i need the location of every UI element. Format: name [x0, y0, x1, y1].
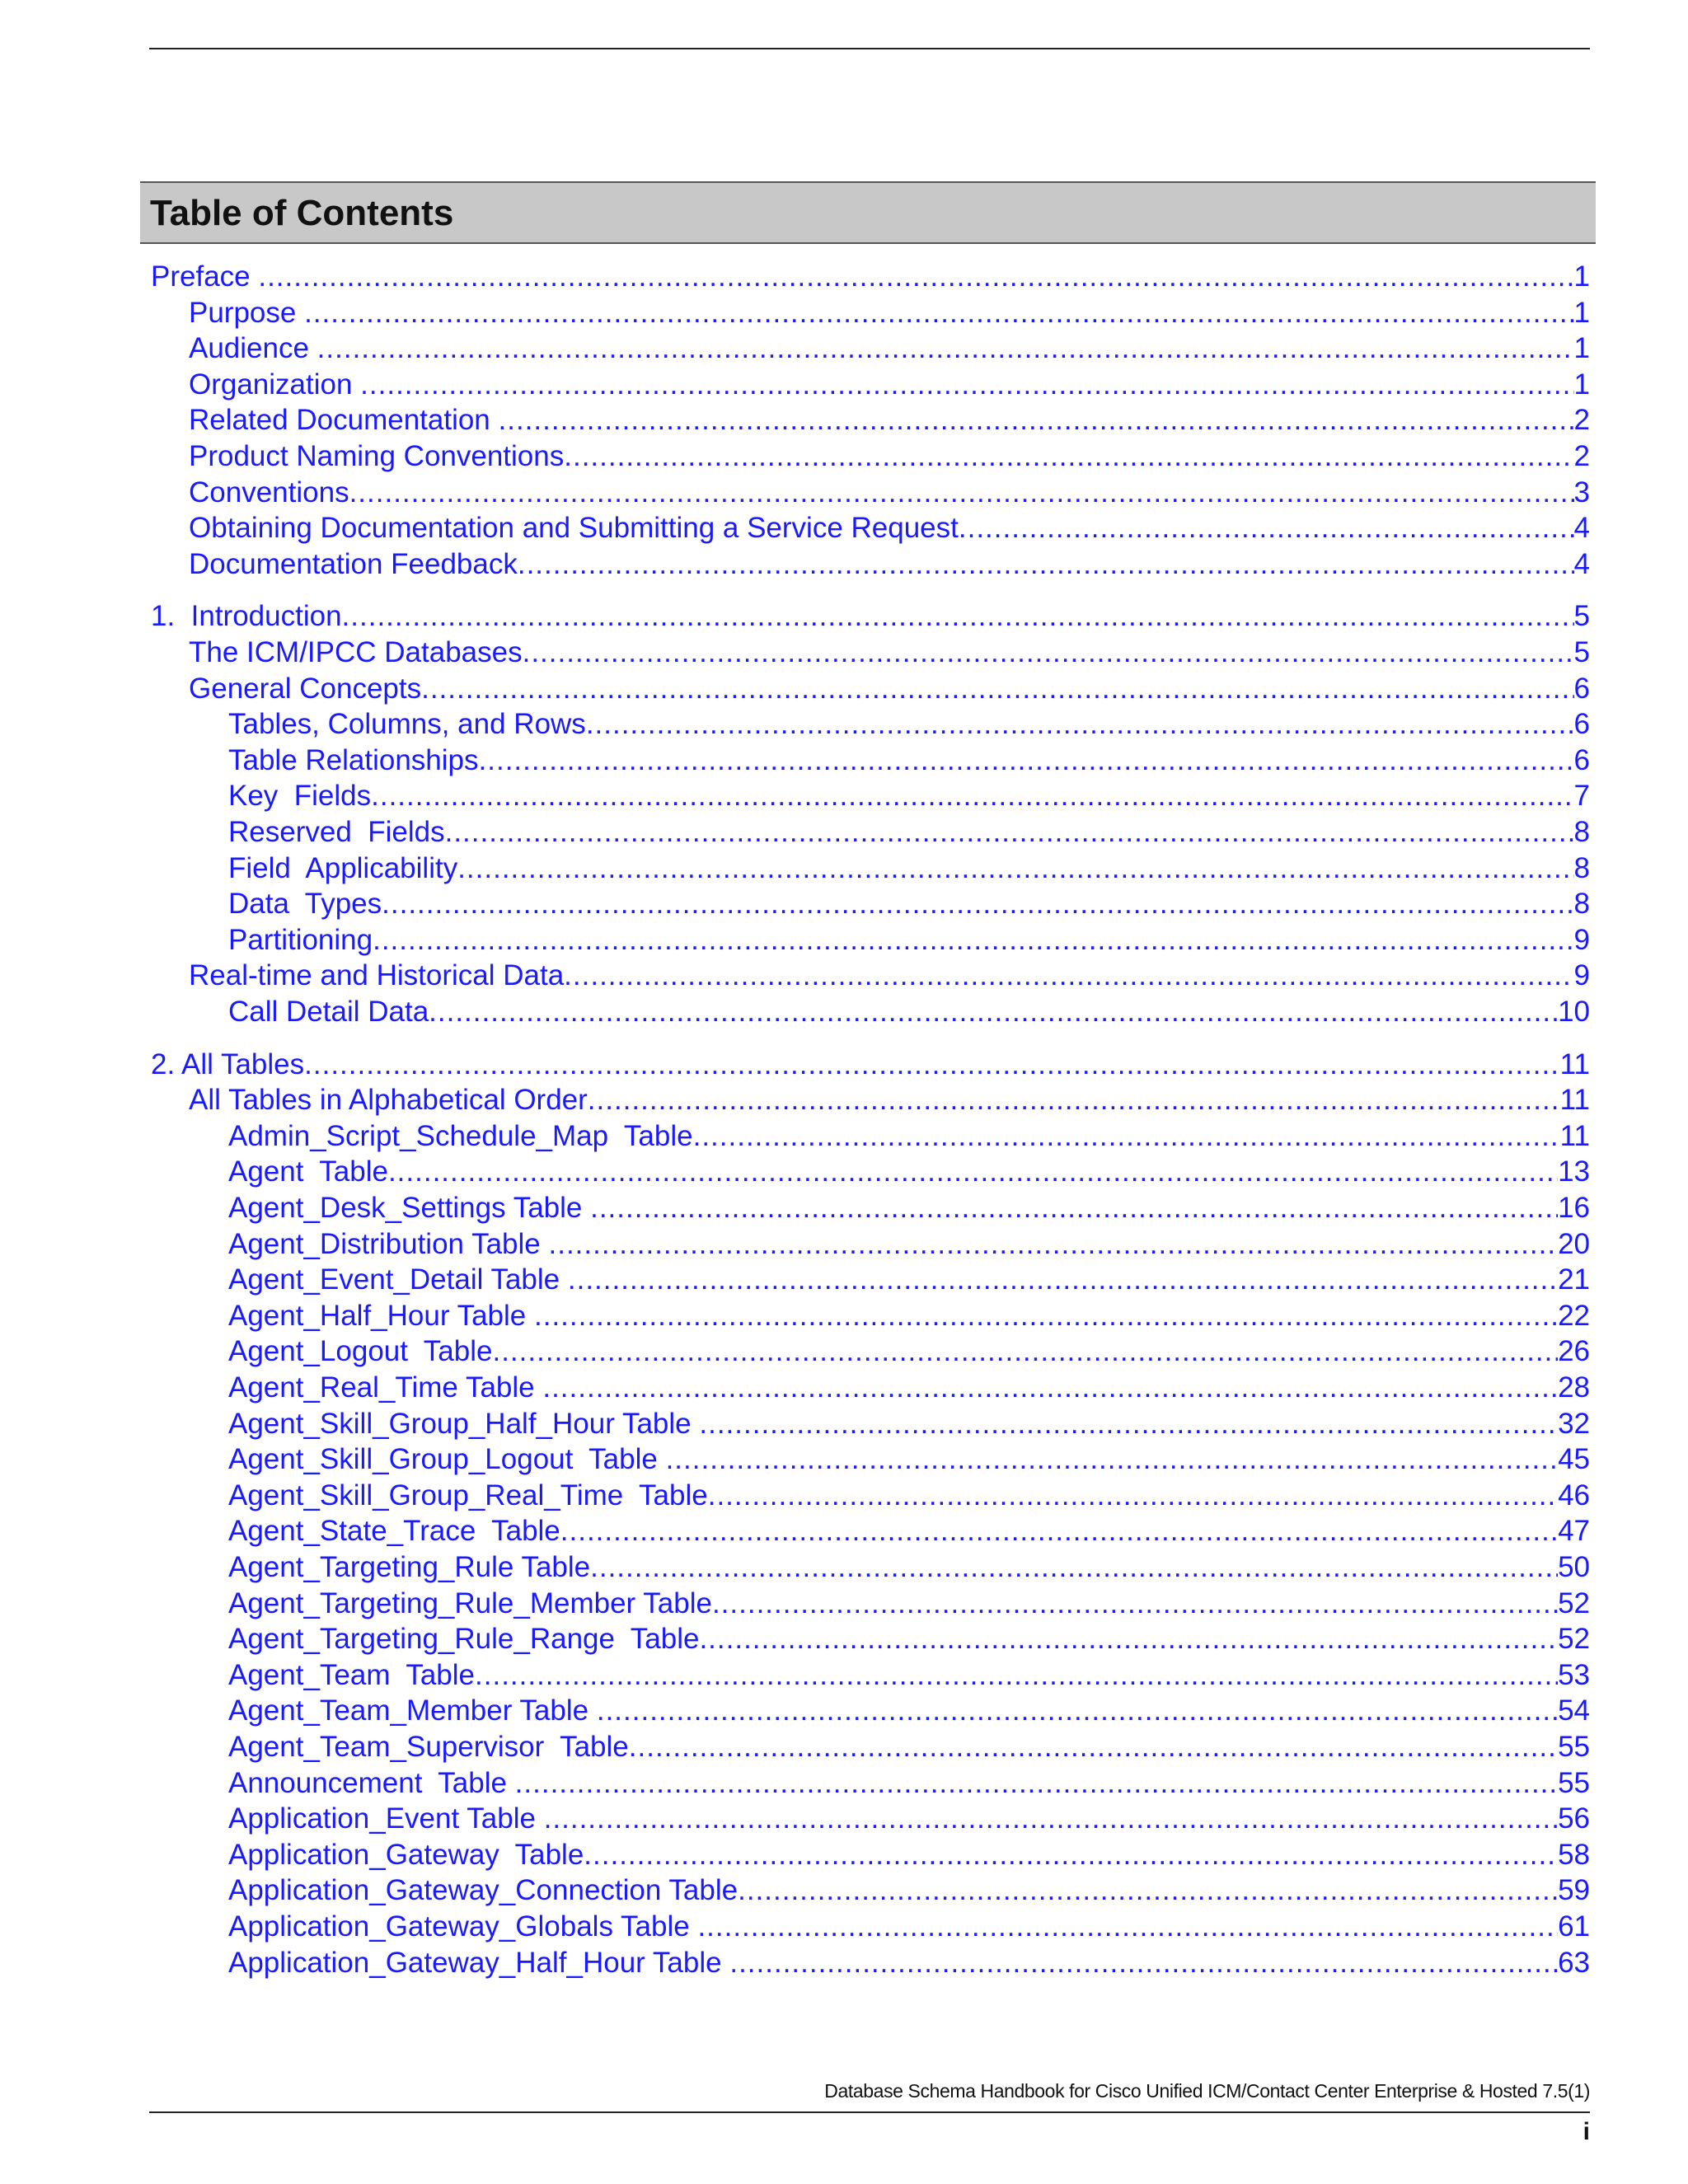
toc-dot-leader: [590, 1549, 1558, 1586]
toc-dot-leader: [564, 958, 1573, 994]
toc-dot-leader: [304, 1047, 1560, 1083]
toc-entry-label: Data Types: [228, 888, 382, 920]
page-title: Table of Contents: [150, 193, 454, 233]
toc-entry-page: 54: [1558, 1694, 1590, 1727]
toc-dot-leader: [699, 1406, 1558, 1442]
toc-entry-page: 11: [1559, 1120, 1590, 1152]
toc-entry-page: 52: [1558, 1623, 1590, 1655]
toc-dot-leader: [388, 1154, 1558, 1190]
toc-entry-label: Purpose: [189, 297, 305, 329]
toc-entry[interactable]: [228, 1118, 1590, 1155]
toc-dot-leader: [445, 814, 1574, 851]
toc-entry-page: 32: [1558, 1408, 1590, 1440]
toc-dot-leader: [666, 1441, 1558, 1478]
toc-entry-page: 61: [1558, 1910, 1590, 1943]
toc-entry-label: Agent_Logout Table: [228, 1335, 493, 1367]
toc-entry-label: Admin_Script_Schedule_Map Table: [228, 1120, 693, 1152]
footer-document-title: Database Schema Handbook for Cisco Unified ICM/Contact Center Enterprise & Hosted 7.5(1): [824, 2080, 1590, 2102]
toc-dot-leader: [373, 922, 1573, 958]
toc-entry-page: 10: [1558, 996, 1590, 1028]
toc-entry[interactable]: [228, 1333, 1590, 1370]
toc-entry[interactable]: [228, 1945, 1590, 1981]
toc-entry-label: Table Relationships: [228, 744, 479, 776]
toc-dot-leader: [729, 1945, 1558, 1981]
toc-entry-label: Real-time and Historical Data: [189, 959, 565, 991]
toc-entry-page: 47: [1558, 1515, 1590, 1547]
toc-dot-leader: [304, 295, 1573, 331]
toc-dot-leader: [475, 1657, 1558, 1694]
toc-entry-page: 8: [1573, 816, 1590, 848]
toc-entry[interactable]: [228, 1262, 1590, 1298]
toc-entry-label: Audience: [189, 332, 317, 364]
toc-entry[interactable]: [228, 1586, 1590, 1622]
toc-dot-leader: [523, 635, 1574, 671]
toc-entry-label: Related Documentation: [189, 404, 499, 436]
toc-entry[interactable]: [228, 1478, 1590, 1514]
toc-entry-page: 55: [1558, 1731, 1590, 1763]
toc-dot-leader: [738, 1872, 1558, 1909]
toc-entry[interactable]: [228, 1765, 1590, 1802]
toc-entry-page: 9: [1573, 924, 1590, 956]
toc-entry-label: Agent_Real_Time Table: [228, 1371, 543, 1404]
toc-dot-leader: [258, 259, 1573, 295]
toc-dot-leader: [629, 1729, 1558, 1765]
toc-entry-page: 53: [1558, 1659, 1590, 1691]
toc-entry-page: 6: [1573, 708, 1590, 740]
toc-entry-page: 1: [1573, 332, 1590, 364]
toc-entry-label: Agent_Event_Detail Table: [228, 1263, 568, 1296]
toc-dot-leader: [518, 546, 1574, 583]
footer-rule: [149, 2111, 1590, 2113]
toc-entry-page: 59: [1558, 1874, 1590, 1906]
toc-entry-page: 21: [1558, 1263, 1590, 1296]
toc-entry-page: 52: [1558, 1587, 1590, 1619]
toc-entry[interactable]: [228, 1549, 1590, 1586]
toc-entry[interactable]: [228, 1657, 1590, 1694]
toc-entry[interactable]: [189, 330, 1590, 367]
toc-entry-label: Field Applicability: [228, 852, 458, 884]
toc-entry[interactable]: [228, 743, 1590, 779]
toc-entry-label: Agent_Targeting_Rule_Range Table: [228, 1623, 700, 1655]
toc-entry-label: Agent_Desk_Settings Table: [228, 1192, 591, 1224]
toc-entry[interactable]: [228, 1837, 1590, 1873]
toc-entry-label: Reserved Fields: [228, 816, 445, 848]
toc-entry-page: 3: [1573, 476, 1590, 509]
toc-entry[interactable]: [189, 510, 1590, 546]
toc-dot-leader: [342, 598, 1574, 635]
toc-entry-page: 8: [1573, 888, 1590, 920]
toc-entry-label: Agent_Team_Supervisor Table: [228, 1731, 629, 1763]
toc-dot-leader: [586, 706, 1574, 743]
toc-dot-leader: [699, 1621, 1558, 1657]
toc-entry-label: General Concepts: [189, 673, 422, 705]
toc-dot-leader: [588, 1082, 1560, 1118]
toc-dot-leader: [549, 1226, 1559, 1263]
toc-entry-page: 13: [1558, 1155, 1590, 1188]
toc-entry[interactable]: [228, 1801, 1590, 1837]
toc-entry-label: 1. Introduction: [151, 600, 342, 632]
toc-entry-page: 26: [1558, 1335, 1590, 1367]
toc-entry[interactable]: [228, 1190, 1590, 1226]
toc-entry-label: Agent_Team_Member Table: [228, 1694, 597, 1727]
toc-entry-label: Agent_Team Table: [228, 1659, 476, 1691]
toc-header-bar: [140, 181, 1596, 244]
toc-dot-leader: [597, 1693, 1558, 1729]
toc-entry-page: 11: [1559, 1048, 1590, 1080]
toc-entry-page: 50: [1558, 1551, 1590, 1583]
toc-entry-page: 11: [1559, 1084, 1590, 1116]
toc-entry-page: 22: [1558, 1300, 1590, 1332]
toc-entry-page: 2: [1573, 404, 1590, 436]
toc-entry[interactable]: [228, 922, 1590, 958]
toc-dot-leader: [534, 1298, 1558, 1334]
toc-entry-label: Agent Table: [228, 1155, 388, 1188]
toc-entry[interactable]: [228, 1513, 1590, 1549]
toc-entry-page: 1: [1573, 368, 1590, 401]
toc-dot-leader: [382, 886, 1573, 922]
toc-entry-page: 6: [1573, 744, 1590, 776]
toc-entry-page: 4: [1573, 548, 1590, 580]
toc-entry-label: Agent_Targeting_Rule Table: [228, 1551, 591, 1583]
toc-entry-label: Application_Gateway_Globals Table: [228, 1910, 698, 1943]
toc-entry-label: Tables, Columns, and Rows: [228, 708, 586, 740]
header-rule: [149, 48, 1590, 49]
toc-entry-label: Agent_Distribution Table: [228, 1228, 549, 1260]
toc-entry-label: Product Naming Conventions: [189, 440, 565, 472]
toc-entry-label: Application_Gateway Table: [228, 1839, 584, 1871]
toc-entry-label: Application_Gateway_Half_Hour Table: [228, 1947, 730, 1979]
toc-entry-page: 9: [1573, 959, 1590, 991]
toc-entry-page: 28: [1558, 1371, 1590, 1404]
toc-dot-leader: [457, 851, 1573, 887]
page-number: i: [1582, 2118, 1590, 2145]
toc-entry-label: Agent_Targeting_Rule_Member Table: [228, 1587, 712, 1619]
toc-entry[interactable]: [189, 475, 1590, 511]
toc-entry-label: Agent_Half_Hour Table: [228, 1300, 534, 1332]
toc-entry[interactable]: [228, 706, 1590, 743]
toc-entry-label: Agent_Skill_Group_Logout Table: [228, 1443, 666, 1475]
toc-entry[interactable]: [189, 958, 1590, 994]
toc-dot-leader: [317, 330, 1574, 367]
toc-entry[interactable]: [228, 1621, 1590, 1657]
toc-entry-label: Partitioning: [228, 924, 373, 956]
toc-entry-label: The ICM/IPCC Databases: [189, 636, 523, 668]
toc-entry[interactable]: [228, 994, 1590, 1030]
toc-entry-page: 58: [1558, 1839, 1590, 1871]
toc-entry-label: All Tables in Alphabetical Order: [189, 1084, 588, 1116]
toc-entry-page: 16: [1558, 1192, 1590, 1224]
toc-entry-label: 2. All Tables: [151, 1048, 305, 1080]
toc-entry-page: 8: [1573, 852, 1590, 884]
toc-dot-leader: [371, 778, 1573, 814]
toc-entry[interactable]: [189, 671, 1590, 707]
toc-entry[interactable]: [228, 778, 1590, 814]
toc-entry[interactable]: [151, 598, 1590, 635]
toc-entry[interactable]: [228, 814, 1590, 851]
toc-entry-page: 6: [1573, 673, 1590, 705]
toc-entry[interactable]: [228, 1298, 1590, 1334]
toc-entry-label: Key Fields: [228, 780, 372, 812]
toc-entry[interactable]: [228, 1693, 1590, 1729]
toc-entry-label: Call Detail Data: [228, 996, 429, 1028]
toc-entry-page: 63: [1558, 1947, 1590, 1979]
toc-dot-leader: [959, 510, 1574, 546]
toc-dot-leader: [544, 1801, 1558, 1837]
toc-entry[interactable]: [228, 851, 1590, 887]
toc-entry[interactable]: [228, 1909, 1590, 1945]
toc-entry-page: 46: [1558, 1479, 1590, 1511]
toc-entry-label: Agent_Skill_Group_Real_Time Table: [228, 1479, 708, 1511]
toc-entry[interactable]: [228, 1441, 1590, 1478]
toc-entry[interactable]: [228, 1872, 1590, 1909]
toc-entry-label: Agent_Skill_Group_Half_Hour Table: [228, 1408, 700, 1440]
toc-entry[interactable]: [151, 1047, 1590, 1083]
toc-entry-page: 55: [1558, 1767, 1590, 1799]
toc-dot-leader: [560, 1513, 1558, 1549]
toc-entry[interactable]: [189, 635, 1590, 671]
toc-entry-label: Organization: [189, 368, 361, 401]
toc-dot-leader: [564, 438, 1573, 475]
toc-entry-label: Application_Gateway_Connection Table: [228, 1874, 738, 1906]
toc-entry-label: Preface: [151, 260, 259, 293]
toc-dot-leader: [697, 1909, 1558, 1945]
toc-dot-leader: [542, 1370, 1558, 1406]
toc-entry[interactable]: [189, 402, 1590, 438]
toc-dot-leader: [499, 402, 1574, 438]
toc-entry[interactable]: [189, 546, 1590, 583]
toc-entry[interactable]: [189, 1082, 1590, 1118]
toc-dot-leader: [693, 1118, 1560, 1155]
toc-entry-page: 5: [1573, 600, 1590, 632]
toc-dot-leader: [712, 1586, 1558, 1622]
toc-entry[interactable]: [228, 1370, 1590, 1406]
toc-dot-leader: [515, 1765, 1558, 1802]
toc-entry-page: 7: [1573, 780, 1590, 812]
toc-dot-leader: [421, 671, 1573, 707]
toc-entry-label: Documentation Feedback: [189, 548, 518, 580]
toc-dot-leader: [584, 1837, 1558, 1873]
toc-entry-label: Obtaining Documentation and Submitting a Service Request: [189, 512, 959, 544]
toc-dot-leader: [492, 1333, 1558, 1370]
toc-entry-page: 4: [1573, 512, 1590, 544]
toc-dot-leader: [479, 743, 1574, 779]
toc-entry-label: Announcement Table: [228, 1767, 515, 1799]
toc-entry[interactable]: [228, 1406, 1590, 1442]
toc-dot-leader: [568, 1262, 1558, 1298]
toc-entry[interactable]: [228, 1226, 1590, 1263]
toc-entry[interactable]: [228, 886, 1590, 922]
toc-dot-leader: [429, 994, 1558, 1030]
toc-entry-page: 1: [1573, 260, 1590, 293]
toc-dot-leader: [349, 475, 1574, 511]
toc-entry-page: 45: [1558, 1443, 1590, 1475]
toc-entry-page: 56: [1558, 1802, 1590, 1835]
toc-entry[interactable]: [228, 1154, 1590, 1190]
toc-dot-leader: [708, 1478, 1558, 1514]
toc-entry[interactable]: [189, 438, 1590, 475]
toc-entry[interactable]: [151, 259, 1590, 295]
toc-entry-page: 2: [1573, 440, 1590, 472]
toc-entry-page: 20: [1558, 1228, 1590, 1260]
toc-dot-leader: [590, 1190, 1558, 1226]
toc-entry-label: Conventions: [189, 476, 349, 509]
toc-dot-leader: [360, 367, 1573, 403]
toc-entry-label: Application_Event Table: [228, 1802, 544, 1835]
toc-entry-label: Agent_State_Trace Table: [228, 1515, 560, 1547]
toc-entry[interactable]: [189, 367, 1590, 403]
toc-entry-page: 5: [1573, 636, 1590, 668]
toc-entry[interactable]: [228, 1729, 1590, 1765]
toc-entry[interactable]: [189, 295, 1590, 331]
toc-entry-page: 1: [1573, 297, 1590, 329]
